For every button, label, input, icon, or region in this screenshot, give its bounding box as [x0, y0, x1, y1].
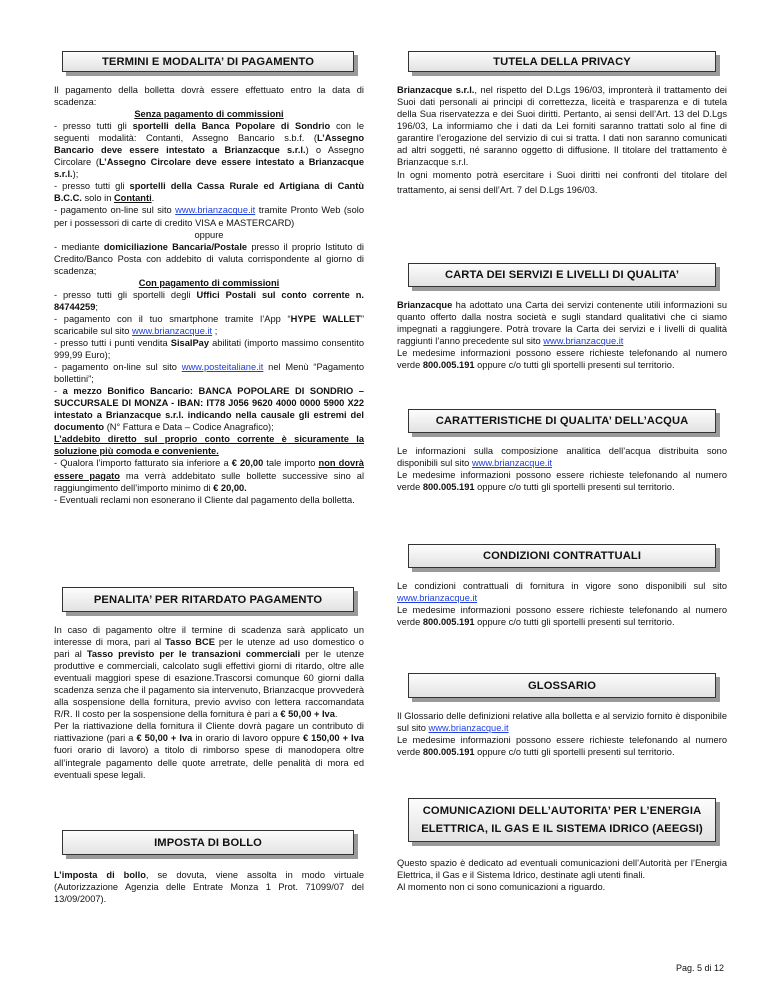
section-title: PENALITA’ PER RITARDATO PAGAMENTO: [93, 593, 323, 606]
section-header: [62, 587, 354, 612]
subheading: Senza pagamento di commissioni: [134, 109, 284, 120]
paragraph: Questo spazio è dedicato ad eventuali comunicazioni dell’Autorità per l’Energia Elettrica, il Gas e il Sistema Idrico, destinate agli utenti finali.: [397, 858, 727, 881]
paragraph: - presso tutti i punti vendita SisalPay abilitati (importo massimo consentito 999,99 Euro);: [54, 337, 364, 361]
paragraph: In caso di pagamento oltre il termine di scadenza sarà applicato un interesse di mora, pari al Tasso BCE per le utenze ad uso domestico o pari al Tasso previsto per le transazioni commerciali per le utenze produttive e commerciali, calcolato sugli effettivi giorni di ritardo, oltre alle eventuali maggiori spese di esazione.Trascorsi comunque 60 giorni dalla scadenza senza che il pagamento sia intervenuto, Brianzacque provvederà alla sospensione della fornitura, previo avviso con lettera raccomandata R/R. Il costo per la sospensione della fornitura è pari a € 50,00 + Iva.: [54, 625, 364, 720]
section-header: [408, 409, 716, 433]
section-payment: [54, 51, 364, 506]
section-title: CARTA DEI SERVIZI E LIVELLI DI QUALITA’: [444, 269, 680, 281]
section-header: [408, 544, 716, 568]
paragraph: - presso tutti gli sportelli degli Uffici Postali sul conto corrente n. 84744259;: [54, 289, 364, 312]
section-body: [397, 299, 727, 371]
paragraph: - presso tutti gli sportelli della Cassa Rurale ed Artigiana di Cantù B.C.C. solo in Contanti.: [54, 181, 365, 204]
section-body: [397, 710, 727, 758]
section-body: [397, 857, 727, 893]
paragraph: Le medesime informazioni possono essere richieste telefonando al numero verde 800.005.191 oppure c/o tutti gli sportelli presenti sul territorio.: [397, 605, 727, 628]
section-title: IMPOSTA DI BOLLO: [154, 836, 262, 849]
section-body: [54, 869, 364, 905]
section-header: [408, 263, 716, 287]
section-service-charter: [397, 263, 727, 371]
section-stamp-duty: [54, 830, 364, 905]
link-brianzacque[interactable]: www.brianzacque.it: [132, 325, 213, 336]
highlight-note: L’addebito diretto sul proprio conto corrente è sicuramente la soluzione più comoda e conveniente.: [54, 434, 364, 457]
paragraph: Brianzacque s.r.l., nel rispetto del D.Lgs 196/03, impronterà il trattamento dei Suoi dati personali ai principi di correttezza, liceità e trasparenza e di tutela della Sua riservatezza e dei Suoi diritti. Pertanto, ai sensi dell’Art. 13 del D.Lgs 196/03, La informiamo che i dati da Lei forniti saranno trattati solo al fine di garantire l’erogazione del servizio di cui si tratta. I dati non saranno comunicati ad altri soggetti, né saranno oggetto di diffusione. Il titolare del trattamento è Brianzacque s.r.l.: [397, 85, 727, 168]
section-penalty: [54, 587, 364, 781]
link-brianzacque[interactable]: www.brianzacque.it: [543, 336, 624, 347]
section-header: [62, 830, 354, 855]
paragraph: - pagamento on-line sul sito www.posteitaliane.it nel Menù “Pagamento bollettini”;: [54, 362, 365, 385]
oppure-label: oppure: [194, 229, 224, 240]
paragraph: - pagamento on-line sul sito www.brianzacque.it tramite Pronto Web (solo per i possessori di carte di credito VISA e MASTERCARD): [54, 205, 364, 228]
section-body: [397, 84, 727, 197]
section-body: [397, 580, 727, 628]
link-posteitaliane[interactable]: www.posteitaliane.it: [181, 362, 264, 373]
paragraph: Le medesime informazioni possono essere richieste telefonando al numero verde 800.005.191 oppure c/o tutti gli sportelli presenti sul territorio.: [397, 470, 727, 493]
paragraph: - presso tutti gli sportelli della Banca Popolare di Sondrio con le seguenti modalità: Contanti, Assegno Bancario s.b.f. (L’Assegno Bancario deve essere intestato a Brianzacque s.r.l.) o Assegno Circolare (L’Assegno Circolare deve essere intestato a Brianzacque s.r.l.);: [54, 121, 364, 180]
section-body: [54, 84, 364, 506]
section-header: [408, 673, 716, 698]
subheading: Con pagamento di commissioni: [138, 277, 280, 288]
paragraph: - mediante domiciliazione Bancaria/Postale presso il proprio Istituto di Credito/Banco Posta con addebito di valuta corrispondente al giorno di scadenza;: [54, 241, 364, 276]
section-body: [397, 445, 727, 493]
paragraph: Le medesime informazioni possono essere richieste telefonando al numero verde 800.005.191 oppure c/o tutti gli sportelli presenti sul territorio.: [397, 348, 727, 371]
section-title: TERMINI E MODALITA’ DI PAGAMENTO: [101, 55, 315, 68]
paragraph: In ogni momento potrà esercitare i Suoi diritti nei confronti del titolare del trattamento, ai sensi dell’Art. 7 del D.Lgs 196/03.: [397, 170, 727, 195]
paragraph: Le medesime informazioni possono essere richieste telefonando al numero verde 800.005.191 oppure c/o tutti gli sportelli presenti sul territorio.: [397, 735, 727, 758]
paragraph: - a mezzo Bonifico Bancario: BANCA POPOLARE DI SONDRIO – SUCCURSALE DI MONZA - IBAN: IT78 J056 9620 4000 0000 5900 X22 intestato a Brianzacque s.r.l. indicando nella causale gli estremi del documento (N° Fattura e Data – Codice Anagrafico);: [54, 386, 364, 433]
paragraph: Il pagamento della bolletta dovrà essere effettuato entro la data di scadenza:: [54, 85, 364, 108]
paragraph: Le condizioni contrattuali di fornitura in vigore sono disponibili sul sito www.brianzacque.it: [397, 581, 727, 604]
paragraph: - Qualora l’importo fatturato sia inferiore a € 20,00 tale importo non dovrà essere pagato ma verrà addebitato sulle bollette successive sino al raggiungimento dell’importo minimo di € 20,00.: [54, 458, 365, 493]
section-title: GLOSSARIO: [527, 679, 597, 692]
section-title: CARATTERISTICHE DI QUALITA’ DELL’ACQUA: [435, 415, 689, 427]
section-aeegsi: [397, 798, 727, 893]
section-glossary: [397, 673, 727, 758]
section-water-quality: [397, 409, 727, 493]
section-title: ELETTRICA, IL GAS E IL SISTEMA IDRICO (AEEGSI): [421, 823, 703, 835]
link-brianzacque[interactable]: www.brianzacque.it: [175, 205, 256, 216]
link-brianzacque[interactable]: www.brianzacque.it: [471, 458, 553, 469]
link-brianzacque[interactable]: www.brianzacque.it: [397, 593, 478, 604]
paragraph: Per la riattivazione della fornitura il Cliente dovrà pagare un contributo di riattivazione (pari a € 50,00 + Iva in orario di lavoro oppure € 150,00 + Iva fuori orario di lavoro) a titolo di rimborso spese di manodopera oltre all’integrale pagamento delle quote arretrate, delle penalità di mora ed eventuali spese legali.: [54, 721, 364, 780]
section-body: [54, 624, 364, 781]
section-title: CONDIZIONI CONTRATTUALI: [482, 550, 642, 562]
section-title: TUTELA DELLA PRIVACY: [493, 55, 631, 68]
section-header: [408, 51, 716, 72]
paragraph: Brianzacque ha adottato una Carta dei servizi contenente utili informazioni su quanto offerto dalla nostra società e sugli standard qualitativi che ci siamo impegnati a raggiungere. Potrà trovare la Carta dei servizi e i livelli di qualità raggiunti l’anno precedente sul sito www.brianzacque.it: [397, 300, 727, 347]
page-number: Pag. 5 di 12: [676, 963, 725, 973]
paragraph: Le informazioni sulla composizione analitica dell’acqua distribuita sono disponibili sul sito www.brianzacque.it: [397, 446, 727, 469]
paragraph: L’imposta di bollo, se dovuta, viene assolta in modo virtuale (Autorizzazione Agenzia delle Entrate Monza 1 Prot. 71099/07 del 13/09/2007).: [54, 870, 365, 905]
link-brianzacque[interactable]: www.brianzacque.it: [428, 723, 509, 734]
section-header: [62, 51, 354, 72]
paragraph: Al momento non ci sono comunicazioni a riguardo.: [397, 882, 606, 893]
section-title: COMUNICAZIONI DELL’AUTORITA’ PER L’ENERGIA: [422, 805, 702, 817]
section-contract-conditions: [397, 544, 727, 628]
section-header: [408, 798, 716, 842]
paragraph: - Eventuali reclami non esonerano il Cliente dal pagamento della bolletta.: [54, 494, 355, 505]
section-privacy: [397, 51, 727, 197]
paragraph: - pagamento con il tuo smartphone tramite l’App “HYPE WALLET” scaricabile sul sito www.brianzacque.it ;: [54, 313, 364, 336]
paragraph: Il Glossario delle definizioni relative alla bolletta e al servizio fornito è disponibile sul sito www.brianzacque.it: [397, 711, 727, 734]
